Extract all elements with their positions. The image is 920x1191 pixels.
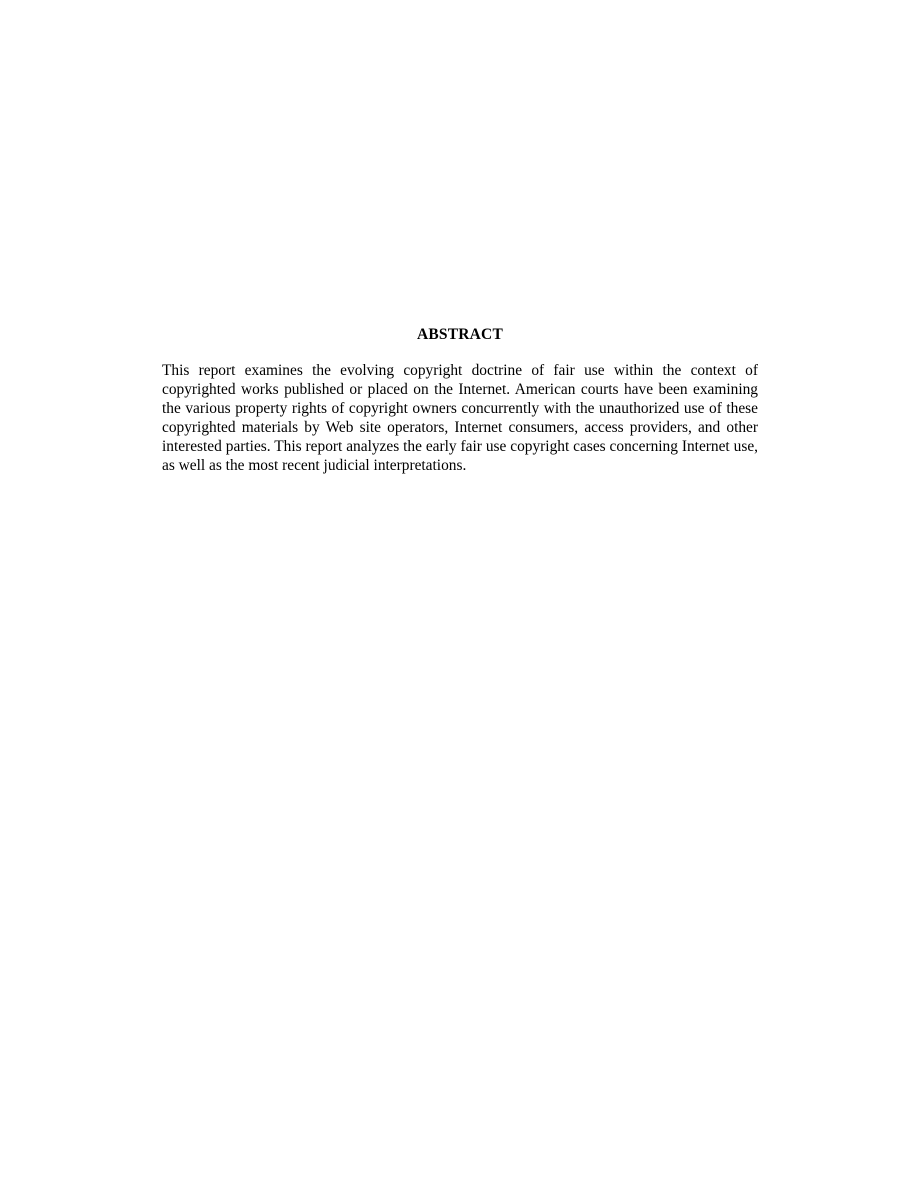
abstract-heading: ABSTRACT bbox=[416, 326, 503, 343]
abstract-paragraph: This report examines the evolving copyright doctrine of fair use within the context of copyrighted works published or placed on the Internet. American courts have been examining the various property rights of copyright owners concurrently with the unauthorized use of these copyrighted materials by Web site operators, Internet consumers, access providers, and other interested parties. This report analyzes the early fair use copyright cases concerning Internet use, as well as the most recent judicial interpretations. bbox=[162, 362, 758, 475]
abstract-section bbox=[162, 325, 758, 476]
